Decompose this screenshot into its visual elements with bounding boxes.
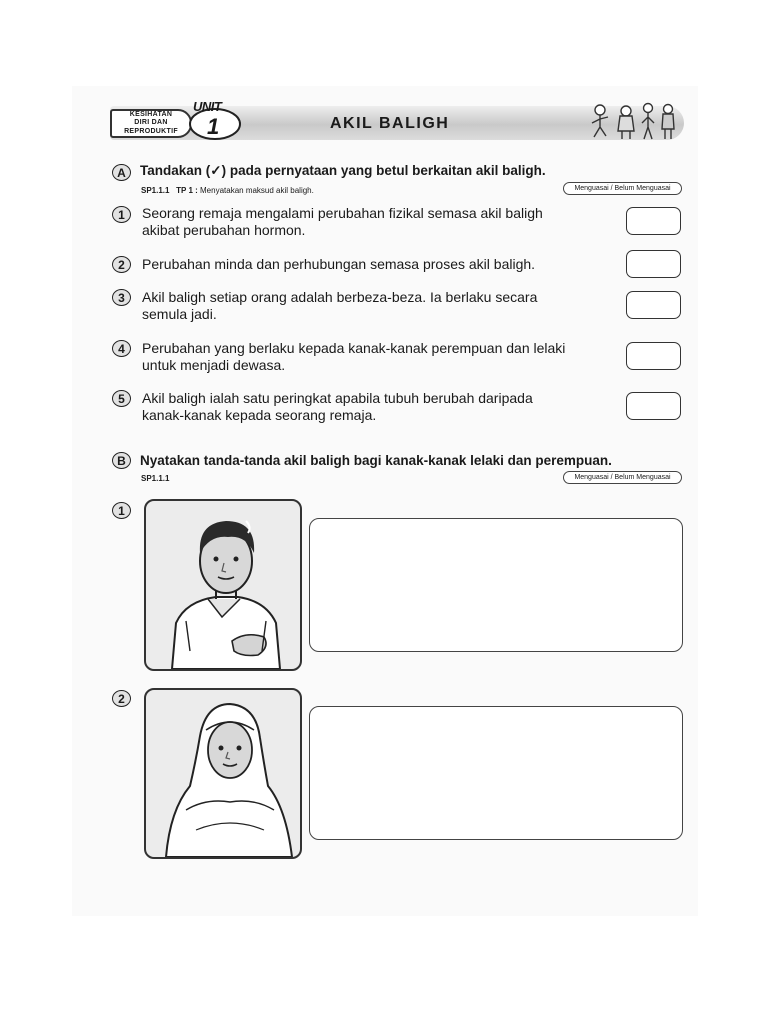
item-a5-line-2: kanak-kanak kepada seorang remaja.: [142, 407, 377, 423]
item-a2-line-1: Perubahan minda dan perhubungan semasa proses akil baligh.: [142, 256, 536, 272]
section-b-instruction: Nyatakan tanda-tanda akil baligh bagi kanak-kanak lelaki dan perempuan.: [140, 453, 612, 468]
item-a5-statement: [142, 390, 612, 424]
subject-tab: [110, 109, 192, 138]
boy-illustration: [146, 501, 300, 669]
item-b2-answer-box[interactable]: [309, 706, 683, 840]
section-b-meta: [141, 474, 169, 483]
item-a3-line-1: Akil baligh setiap orang adalah berbeza-beza. Ia berlaku secara: [142, 289, 538, 305]
section-a-status-pill[interactable]: Menguasai / Belum Menguasai: [563, 182, 682, 195]
boy-illustration-frame: [144, 499, 302, 671]
item-b2-badge: 2: [112, 690, 131, 707]
item-a5-badge: 5: [112, 390, 131, 407]
item-a4-line-2: untuk menjadi dewasa.: [142, 357, 286, 373]
item-a4-badge: 4: [112, 340, 131, 357]
girl-illustration: [146, 690, 300, 857]
section-b-badge: B: [112, 452, 131, 469]
item-b1-badge: 1: [112, 502, 131, 519]
children-illustration: [584, 101, 680, 141]
item-a4-statement: [142, 340, 612, 374]
item-a2-statement: [142, 256, 612, 273]
item-b1-answer-box[interactable]: [309, 518, 683, 652]
section-a-tp-text: Menyatakan maksud akil baligh.: [200, 186, 314, 195]
item-a3-line-2: semula jadi.: [142, 306, 217, 322]
item-a1-checkbox[interactable]: [626, 207, 681, 235]
item-a1-line-1: Seorang remaja mengalami perubahan fizikal semasa akil baligh: [142, 205, 543, 221]
item-a3-badge: 3: [112, 289, 131, 306]
section-a-meta: [141, 186, 314, 195]
subject-line-2: DIRI DAN: [134, 119, 168, 127]
item-a1-statement: [142, 205, 612, 239]
item-a2-checkbox[interactable]: [626, 250, 681, 278]
subject-line-1: KESIHATAN: [129, 110, 173, 118]
item-a1-badge: 1: [112, 206, 131, 223]
item-a3-statement: [142, 289, 612, 323]
section-a-sp-code: SP1.1.1: [141, 186, 170, 195]
section-a-badge: A: [112, 164, 131, 181]
item-a5-line-1: Akil baligh ialah satu peringkat apabila tubuh berubah daripada: [142, 390, 533, 406]
item-a4-checkbox[interactable]: [626, 342, 681, 370]
page-title: AKIL BALIGH: [330, 115, 450, 132]
girl-illustration-frame: [144, 688, 302, 859]
unit-label: UNIT: [193, 99, 222, 114]
subject-line-3: REPRODUKTIF: [124, 127, 178, 135]
item-a4-line-1: Perubahan yang berlaku kepada kanak-kanak perempuan dan lelaki: [142, 340, 566, 356]
item-a1-line-2: akibat perubahan hormon.: [142, 222, 306, 238]
item-a5-checkbox[interactable]: [626, 392, 681, 420]
section-b-status-pill[interactable]: Menguasai / Belum Menguasai: [563, 471, 682, 484]
section-a-instruction: Tandakan (✓) pada pernyataan yang betul berkaitan akil baligh.: [140, 163, 546, 178]
section-b-sp-code: SP1.1.1: [141, 474, 170, 483]
item-a3-checkbox[interactable]: [626, 291, 681, 319]
section-a-tp-label: TP 1 :: [176, 186, 198, 195]
unit-number: 1: [207, 114, 220, 139]
item-a2-badge: 2: [112, 256, 131, 273]
